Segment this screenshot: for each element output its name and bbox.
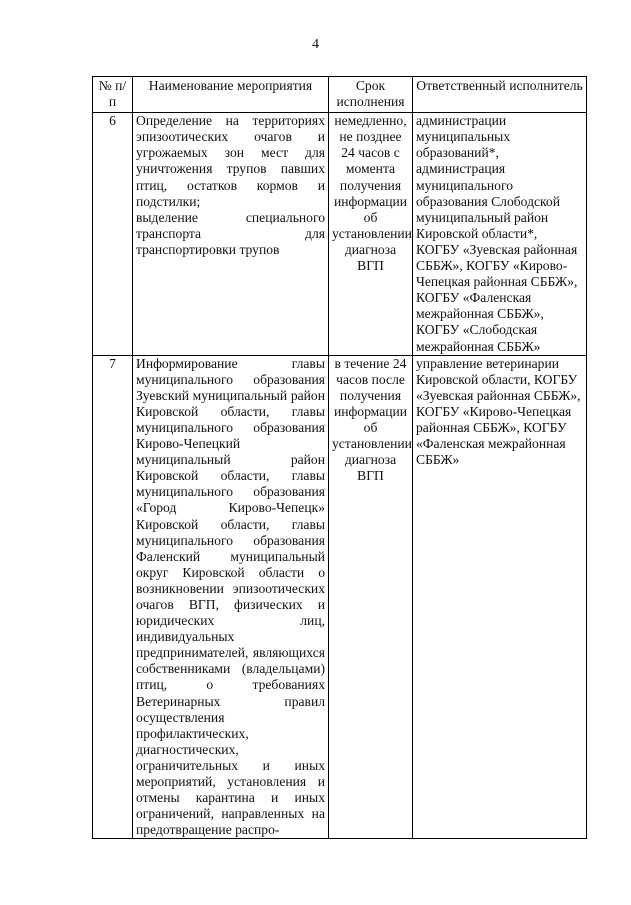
table-header-row xyxy=(93,77,587,113)
page-number: 4 xyxy=(312,37,319,52)
measure-name-part1: Определение на территориях эпизоотических очагов и угрожаемых зон мест для уничтожения трупов павших птиц, остатков кормов и подстилки; xyxy=(136,113,325,209)
measure-name-part2: выделение специального транспорта для транспортировки трупов xyxy=(136,209,325,257)
row-number: 6 xyxy=(93,113,133,355)
row-number: 7 xyxy=(93,355,133,839)
measure-responsible: управление ветеринарии Кировской области, КОГБУ «Зуевская районная СББЖ», КОГБУ «Кирово-Чепецкая районная СББЖ», КОГБУ «Фаленская межрайонная СББЖ» xyxy=(413,355,587,839)
header-term: Срок исполнения xyxy=(329,77,413,113)
measure-term: немедленно, не позднее 24 часов с момента получения информации об установлении диагноза ВГП xyxy=(329,113,413,355)
measures-table xyxy=(92,76,587,839)
table-row xyxy=(93,355,587,839)
measure-name-cell xyxy=(133,113,329,355)
header-responsible: Ответственный исполнитель xyxy=(413,77,587,113)
table-row xyxy=(93,113,587,355)
measure-term: в течение 24 часов после получения информации об установлении диагноза ВГП xyxy=(329,355,413,839)
header-name: Наименование мероприятия xyxy=(133,77,329,113)
measure-responsible: администрации муниципальных образований*, администрация муниципального образования Слободской муниципальный район Кировской области*, КОГБУ «Зуевская районная СББЖ», КОГБУ «Кирово-Чепецкая районная СББЖ», КОГБУ «Фаленская межрайонная СББЖ», КОГБУ «Слободская межрайонная СББЖ» xyxy=(413,113,587,355)
measure-name: Информирование главы муниципального образования Зуевский муниципальный район Кировской области, главы муниципального образования Кирово-Чепецкий муниципальный район Кировской области, главы муниципального образования «Город Кирово-Чепецк» Кировской области, главы муниципального образования Фаленский муниципальный округ Кировской области о возникновении эпизоотических очагов ВГП, физических и юридических лиц, индивидуальных предпринимателей, являющихся собственниками (владельцами) птиц, о требованиях Ветеринарных правил осуществления профилактических, диагностических, ограничительных и иных мероприятий, установления и отмены карантина и иных ограничений, направленных на предотвращение распро- xyxy=(133,355,329,839)
header-num: № п/п xyxy=(93,77,133,113)
